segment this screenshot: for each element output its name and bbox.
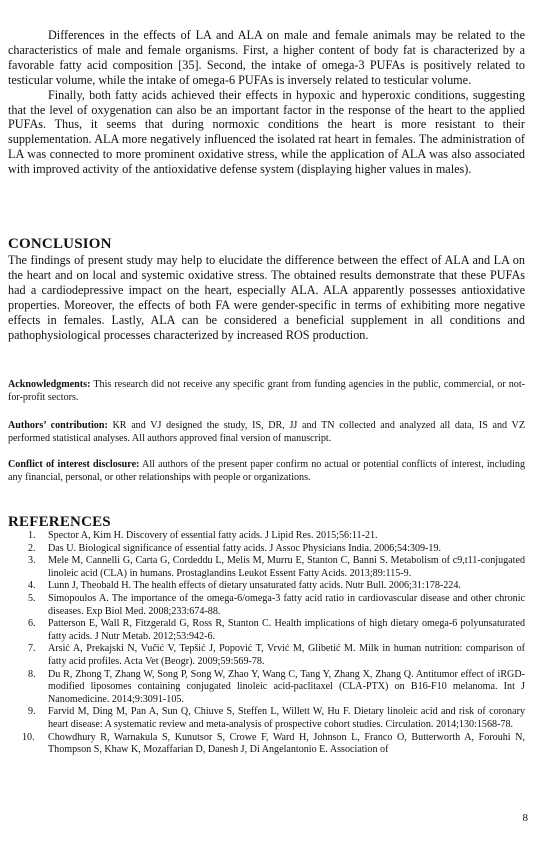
reference-item [8,669,525,707]
reference-number: 7. [28,643,36,655]
reference-text: Du R, Zhong T, Zhang W, Song P, Song W, Zhao Y, Wang C, Tang Y, Zhang X, Zhang Q. Antitumor effect of iRGD-modified liposomes containing conjugated linoleic acid-paclitaxel (CLA-PTX) on B16-F10 melanoma. Int J Nanomedicine. 2014;9:3091-105. [48,668,525,705]
reference-number: 1. [28,530,36,541]
reference-number: 4. [28,580,36,592]
reference-number: 10. [22,731,35,743]
references-heading: REFERENCES [8,514,111,530]
reference-text: Lunn J, Theobald H. The health effects of dietary unsaturated fatty acids. Nutr Bull. 2006;31:178-224. [48,580,461,592]
discussion-paragraph: Finally, both fatty acids achieved their effects in hypoxic and hyperoxic conditions, suggesting that the level of oxygenation can also be an important factor in the response of the heart to the applied PUFAs. Thus, it seems that during normoxic conditions the heart is more resistant to their supplementation. ALA more negatively influenced the isolated rat heart in females. The administration of LA was connected to more prominent oxidative stress, while the application of ALA was also associated with improved activity of the antioxidative defense system (displaying higher values in males). [8,87,525,177]
acknowledgments-label: Acknowledgments: [8,379,91,390]
reference-item [8,618,525,643]
reference-text: Mele M, Cannelli G, Carta G, Cordeddu L, Melis M, Murru E, Stanton C, Banni S. Metabolism of c9,t11-conjugated linoleic acid (CLA) in humans. Prostaglandins Leukot Essent Fatty Acids. 2013;89:115-9. [48,555,525,579]
reference-number: 2. [28,542,36,554]
acknowledgments [8,378,525,404]
reference-number: 9. [28,706,36,718]
reference-number: 5. [28,592,36,604]
reference-item [8,555,525,580]
acknowledgments-text: This research did not receive any specific grant from funding agencies in the public, commercial, or not-for-profit sectors. [8,379,525,403]
reference-item [8,732,525,757]
discussion-paragraph: Differences in the effects of LA and ALA on male and female animals may be related to the characteristics of male and female organisms. First, a higher content of body fat is characterized by a favorable fatty acid composition [35]. Second, the intake of omega-3 PUFAs is positively related to testicular volume, while the intake of omega-6 PUFAs is inversely related to testicular volume. [8,28,525,87]
reference-text: Das U. Biological significance of essential fatty acids. J Assoc Physicians India. 2006;54:309-19. [48,542,442,554]
reference-text: Chowdhury R, Warnakula S, Kunutsor S, Crowe F, Ward H, Johnson L, Franco O, Butterworth A, Forouhi N, Thompson S, Khaw K, Mozaffarian D, Danesh J, Di Angelantonio E. Association of [48,731,525,756]
authors-contribution [8,419,525,445]
reference-number: 3. [28,555,36,567]
reference-item [8,706,525,731]
references-list [8,530,525,757]
reference-item [8,543,525,556]
conclusion-heading: CONCLUSION [8,236,112,252]
discussion-section [8,28,525,177]
reference-text: Simopoulos A. The importance of the omega-6/omega-3 fatty acid ratio in cardiovascular disease and other chronic diseases. Exp Biol Med. 2008;233:674-88. [48,592,525,617]
conclusion-paragraph: The findings of present study may help to elucidate the difference between the effect of ALA and LA on the heart and on local and systemic oxidative stress. The obtained results demonstrate that these PUFAs had a cardiodepressive impact on the heart, especially ALA. ALA apparently possesses antioxidative properties. Moreover, the effects of both FA were gender-specific in terms of exhibiting more negative effects in females. Lastly, ALA can be considered a beneficial supplement in all conditions and pathophysiological processes characterized by increased ROS production. [8,253,525,342]
conflict-disclosure [8,458,525,484]
conflict-text: All authors of the present paper confirm no actual or potential conflicts of interest, including any financial, personal, or other relationships with people or organizations. [8,459,525,483]
conflict-label: Conflict of interest disclosure: [8,459,140,470]
contribution-label: Authors’ contribution: [8,420,108,431]
reference-item [8,643,525,668]
reference-number: 8. [28,668,36,680]
reference-number: 6. [28,618,36,630]
reference-text: Arsić A, Prekajski N, Vučić V, Tepšić J, Popović T, Vrvić M, Glibetić M. Milk in human nutrition: comparison of fatty acid profiles. Acta Vet (Beogr). 2009;59:569-78. [48,643,525,667]
contribution-text: KR and VJ designed the study, IS, DR, JJ and TN collected and analyzed all data, IS and VZ performed statistical analyses. All authors approved final version of manuscript. [8,420,526,444]
reference-item [8,580,525,593]
page-number: 8 [522,812,528,824]
reference-text: Patterson E, Wall R, Fitzgerald G, Ross R, Stanton C. Health implications of high dietary omega-6 polyunsaturated fatty acids. J Nutr Metab. 2012;53:942-6. [48,618,525,642]
conclusion-section [8,253,525,342]
reference-item [8,593,525,618]
reference-text: Spector A, Kim H. Discovery of essential fatty acids. J Lipid Res. 2015;56:11-21. [48,530,378,541]
reference-item [8,530,525,543]
reference-text: Farvid M, Ding M, Pan A, Sun Q, Chiuve S, Steffen L, Willett W, Hu F. Dietary linoleic acid and risk of coronary heart disease: A systematic review and meta-analysis of prospective cohort studies. Circulation. 2014;130:1568-78. [48,706,525,730]
